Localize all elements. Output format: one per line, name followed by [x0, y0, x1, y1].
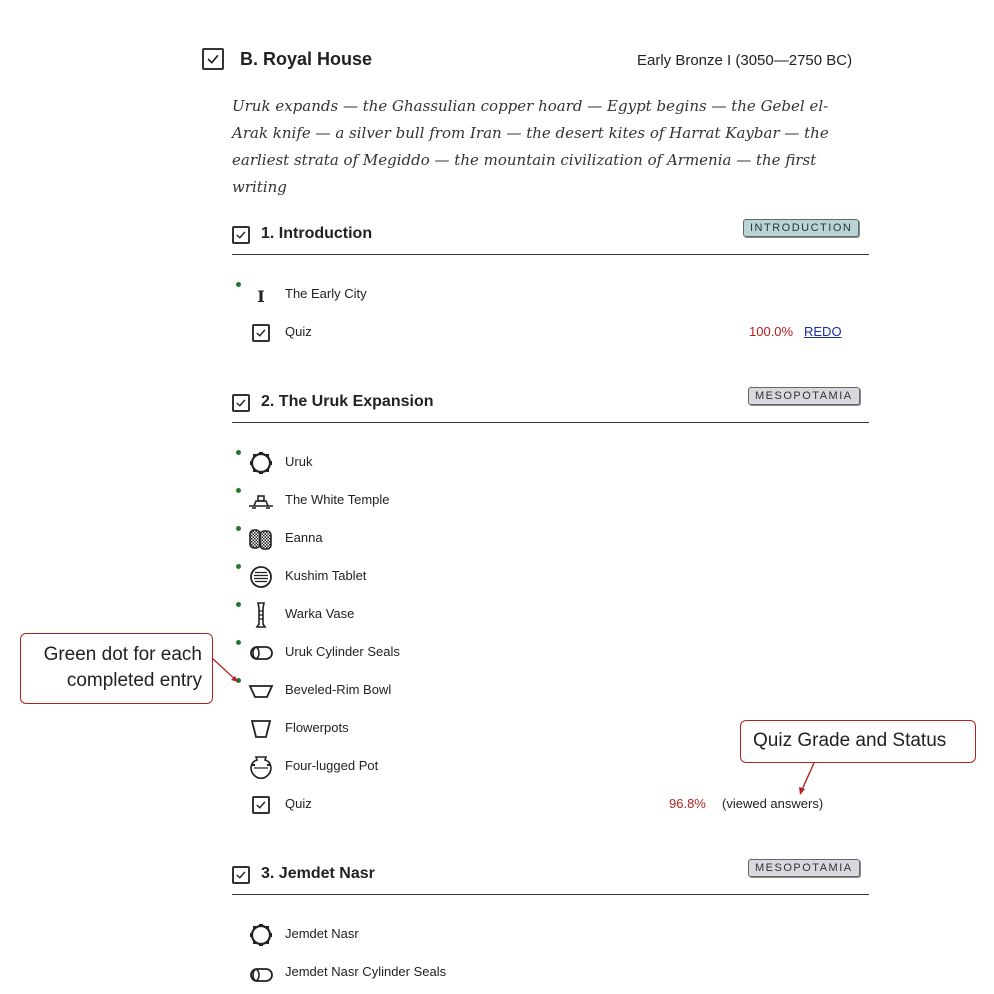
entry-eanna[interactable]: Eanna	[285, 530, 323, 545]
section-1-divider	[232, 254, 869, 255]
quiz-checkbox-icon	[252, 796, 270, 814]
section-3-divider	[232, 894, 869, 895]
section-1-title[interactable]: 1. Introduction	[261, 225, 373, 242]
pot-icon	[248, 754, 274, 780]
entry-quiz-2[interactable]: Quiz	[285, 796, 312, 811]
green-dot-callout: Green dot for each completed entry	[20, 633, 213, 704]
completed-dot	[236, 526, 241, 531]
entry-kushim-tablet[interactable]: Kushim Tablet	[285, 568, 367, 583]
entry-flowerpots[interactable]: Flowerpots	[285, 720, 349, 735]
section-2-title[interactable]: 2. The Uruk Expansion	[261, 393, 434, 410]
quiz-2-status: (viewed answers)	[722, 796, 824, 811]
vase-icon	[248, 602, 274, 628]
entry-jemdet-nasr[interactable]: Jemdet Nasr	[285, 926, 359, 941]
eanna-icon	[248, 526, 274, 552]
city-wall-icon	[248, 450, 274, 476]
section-3-title[interactable]: 3. Jemdet Nasr	[261, 865, 375, 882]
royal-house-checkbox-icon	[202, 48, 224, 70]
entry-the-white-temple[interactable]: The White Temple	[285, 492, 390, 507]
completed-dot	[236, 640, 241, 645]
completed-dot	[236, 450, 241, 455]
section-1-checkbox-icon	[232, 226, 250, 244]
entry-jemdet-nasr-cylinder-seals[interactable]: Jemdet Nasr Cylinder Seals	[285, 964, 447, 979]
completed-dot	[236, 488, 241, 493]
temple-icon	[248, 488, 274, 514]
quiz-2-grade: 96.8%	[669, 796, 706, 811]
city-wall-icon	[248, 922, 274, 948]
section-3-badge: MESOPOTAMIA	[748, 859, 860, 877]
entry-uruk[interactable]: Uruk	[285, 454, 313, 469]
section-2-badge: MESOPOTAMIA	[748, 387, 860, 405]
entry-the-early-city[interactable]: The Early City	[285, 286, 367, 301]
svg-text:I: I	[257, 287, 265, 306]
completed-dot	[236, 564, 241, 569]
chapter-date-range: Early Bronze I (3050—2750 BC)	[637, 52, 853, 69]
section-2-checkbox-icon	[232, 394, 250, 412]
chapter-intro: Uruk expands — the Ghassulian copper hoard — Egypt begins — the Gebel el-Arak knife — a silver bull from Iran — the desert kites of Harrat Kaybar — the earliest strata of Megiddo — the mountain civilization of Armenia — the first writing	[232, 97, 829, 196]
quiz-1-redo-link[interactable]: REDO	[804, 324, 842, 339]
cylinder-seal-icon	[248, 962, 274, 988]
completed-dot	[236, 282, 241, 287]
section-3-checkbox-icon	[232, 866, 250, 884]
flowerpot-icon	[248, 716, 274, 742]
entry-uruk-cylinder-seals[interactable]: Uruk Cylinder Seals	[285, 644, 400, 659]
quiz-grade-callout: Quiz Grade and Status	[740, 720, 976, 763]
green-dot-callout-arrow	[200, 650, 260, 690]
chapter-title: B. Royal House	[240, 49, 373, 69]
quiz-1-grade: 100.0%	[749, 324, 794, 339]
quiz-checkbox-icon	[252, 324, 270, 342]
roman-numeral-one-icon	[248, 282, 274, 308]
entry-beveled-rim-bowl[interactable]: Beveled-Rim Bowl	[285, 682, 392, 697]
section-1-badge: INTRODUCTION	[743, 219, 859, 237]
completed-dot	[236, 602, 241, 607]
entry-quiz-1[interactable]: Quiz	[285, 324, 312, 339]
entry-warka-vase[interactable]: Warka Vase	[285, 606, 355, 621]
section-2-divider	[232, 422, 869, 423]
quiz-grade-callout-arrow	[790, 762, 830, 798]
tablet-icon	[248, 564, 274, 590]
entry-four-lugged-pot[interactable]: Four-lugged Pot	[285, 758, 379, 773]
